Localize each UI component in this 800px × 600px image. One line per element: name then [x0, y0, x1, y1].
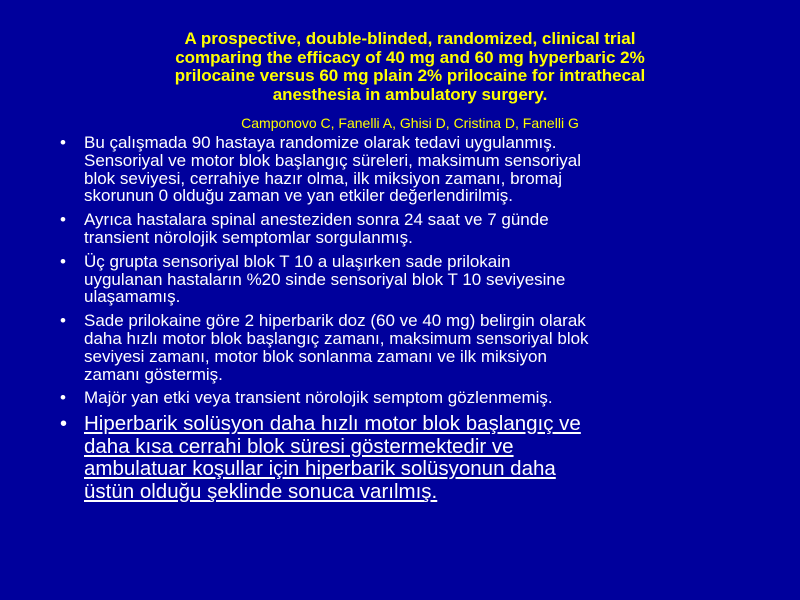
bullet-icon: • [60, 133, 66, 152]
list-item [56, 134, 761, 205]
text-line: üstün olduğu şeklinde sonuca varılmış. [84, 479, 438, 503]
text-line: transient nörolojik semptomlar sorgulanmış. [84, 227, 413, 247]
bullet-icon: • [60, 311, 66, 331]
author-list: Camponovo C, Fanelli A, Ghisi D, Cristina D, Fanelli G [241, 115, 579, 131]
bullet-text [84, 253, 761, 306]
text-line: zamanı göstermiş. [84, 364, 223, 384]
conclusion-item [56, 413, 761, 503]
bullet-text [84, 389, 761, 407]
conclusion-text [84, 413, 761, 503]
list-item [56, 312, 761, 383]
text-line: daha hızlı motor blok başlangıç zamanı, maksimum sensoriyal blok [84, 328, 589, 348]
text-line: uygulanan hastaların %20 sinde sensoriyal blok T 10 seviyesine [84, 269, 566, 289]
text-line: seviyesi zamanı, motor blok sonlanma zamanı ve ilk miksiyon [84, 346, 547, 366]
text-line: Ayrıca hastalara spinal anesteziden sonra 24 saat ve 7 günde [84, 210, 549, 230]
text-line: Hiperbarik solüsyon daha hızlı motor blok başlangıç ve [84, 412, 581, 436]
title-line: A prospective, double-blinded, randomized, clinical trial [184, 29, 636, 48]
bullet-icon: • [60, 388, 66, 408]
bullet-text [84, 211, 761, 247]
list-item [56, 253, 761, 306]
bullet-icon: • [60, 413, 68, 436]
bullet-icon: • [60, 251, 66, 271]
text-line: Sade prilokaine göre 2 hiperbarik doz (60 ve 40 mg) belirgin olarak [84, 311, 586, 331]
text-line: ulaşamamış. [84, 287, 181, 307]
text-line: Majör yan etki veya transient nörolojik semptom gözlenmemiş. [84, 388, 553, 408]
text-line: Sensoriyal ve motor blok başlangıç süreleri, maksimum sensoriyal [84, 150, 581, 170]
title-line: anesthesia in ambulatory surgery. [272, 84, 548, 104]
title-line: prilocaine versus 60 mg plain 2% prilocaine for intrathecal [174, 66, 646, 85]
text-line: Bu çalışmada 90 hastaya randomize olarak tedavi uygulanmış. [84, 133, 557, 152]
list-item [56, 211, 761, 247]
list-item [56, 389, 761, 407]
text-line: Üç grupta sensoriyal blok T 10 a ulaşırken sade prilokain [84, 251, 511, 271]
text-line: daha kısa cerrahi blok süresi göstermektedir ve [84, 434, 514, 458]
bullet-text [84, 134, 761, 205]
text-line: blok seviyesi, cerrahiye hazır olma, ilk miksiyon zamanı, bromaj [84, 168, 563, 188]
bullet-icon: • [60, 210, 66, 230]
bullet-text [84, 312, 761, 383]
text-line: skorunun 0 olduğu zaman ve yan etkiler değerlendirilmiş. [84, 186, 514, 206]
text-line: ambulatuar koşullar için hiperbarik solüsyonun daha [84, 457, 556, 481]
title-line: comparing the efficacy of 40 mg and 60 mg hyperbaric 2% [175, 47, 645, 67]
bullet-list [56, 134, 761, 509]
slide-title [60, 30, 760, 104]
